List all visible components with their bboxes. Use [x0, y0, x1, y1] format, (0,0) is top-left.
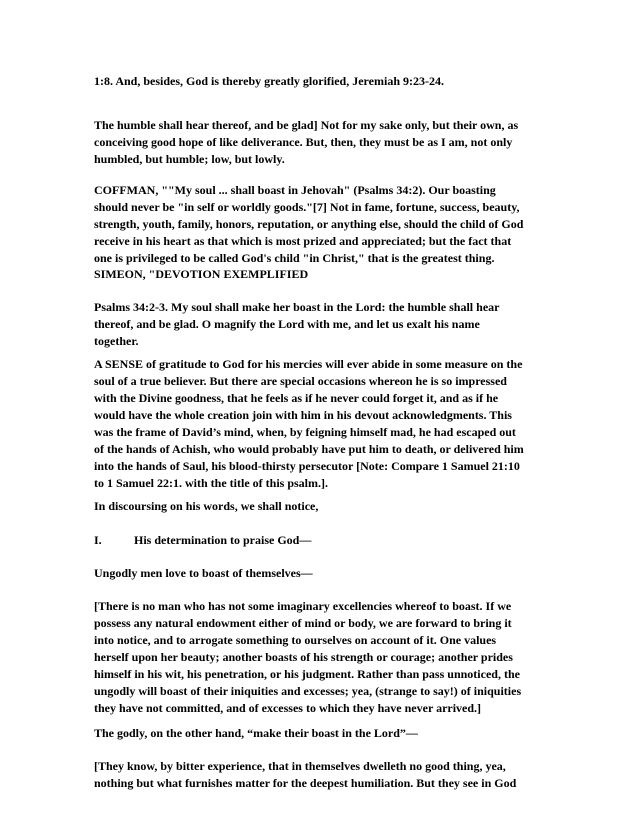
paragraph-discoursing: In discoursing on his words, we shall notice, — [94, 499, 319, 513]
paragraph-psalm-text: Psalms 34:2-3. My soul shall make her boast in the Lord: the humble shall hear thereof, and be glad. O magnify the Lord with me, and let us exalt his name together. — [94, 300, 500, 348]
section-heading-1 — [94, 532, 546, 549]
paragraph-coffman: COFFMAN, ""My soul ... shall boast in Jehovah" (Psalms 34:2). Our boasting should never be "in self or worldly goods."[7] Not in fame, fortune, success, beauty, strength, youth, family, honors, reputation, or anything else, should the child of God receive in his heart as that which is most prized and appreciated; but the fact that one is privileged to be called God's child "in Christ," that is the greatest thing. — [94, 183, 524, 265]
paragraph-2: The humble shall hear thereof, and be glad] Not for my sake only, but their own, as conceiving good hope of like deliverance. But, then, they must be as I am, not only humbled, but humble; low, but lowly. — [94, 118, 519, 166]
section-title: His determination to praise God— — [134, 533, 312, 547]
section-number: I. — [94, 533, 102, 547]
paragraph-gratitude: A SENSE of gratitude to God for his mercies will ever abide in some measure on the soul of a true believer. But there are special occasions whereon he is so impressed with the Divine goodness, that he feels as if he never could forget it, and as if he would have the whole creation join with him in his devout acknowledgments. This was the frame of David’s mind, when, by feigning himself mad, he had escaped out of the hands of Achish, who would probably have put him to death, or delivered him into the hands of Saul, his blood-thirsty persecutor [Note: Compare 1 Samuel 21:10 to 1 Samuel 22:1. with the title of this psalm.]. — [94, 357, 524, 490]
paragraph-1: 1:8. And, besides, God is thereby greatly glorified, Jeremiah 9:23-24. — [94, 74, 444, 88]
paragraph-simeon-heading: SIMEON, "DEVOTION EXEMPLIFIED — [94, 267, 309, 281]
paragraph-ungodly: Ungodly men love to boast of themselves— — [94, 566, 313, 580]
paragraph-godly: The godly, on the other hand, “make their boast in the Lord”— — [94, 726, 418, 740]
paragraph-bitter-experience: [They know, by bitter experience, that in themselves dwelleth no good thing, yea, nothing but what furnishes matter for the deepest humiliation. But they see in God — [94, 759, 517, 790]
paragraph-boasting: [There is no man who has not some imaginary excellencies whereof to boast. If we possess any natural endowment either of mind or body, we are forward to bring it into notice, and to arrogate something to ourselves on account of it. One values herself upon her beauty; another boasts of his strength or courage; another prides himself in his wit, his penetration, or his judgment. Rather than pass unnoticed, the ungodly will boast of their iniquities and excesses; yea, (strange to say!) of iniquities they have not committed, and of excesses to which they have never arrived.] — [94, 599, 522, 715]
